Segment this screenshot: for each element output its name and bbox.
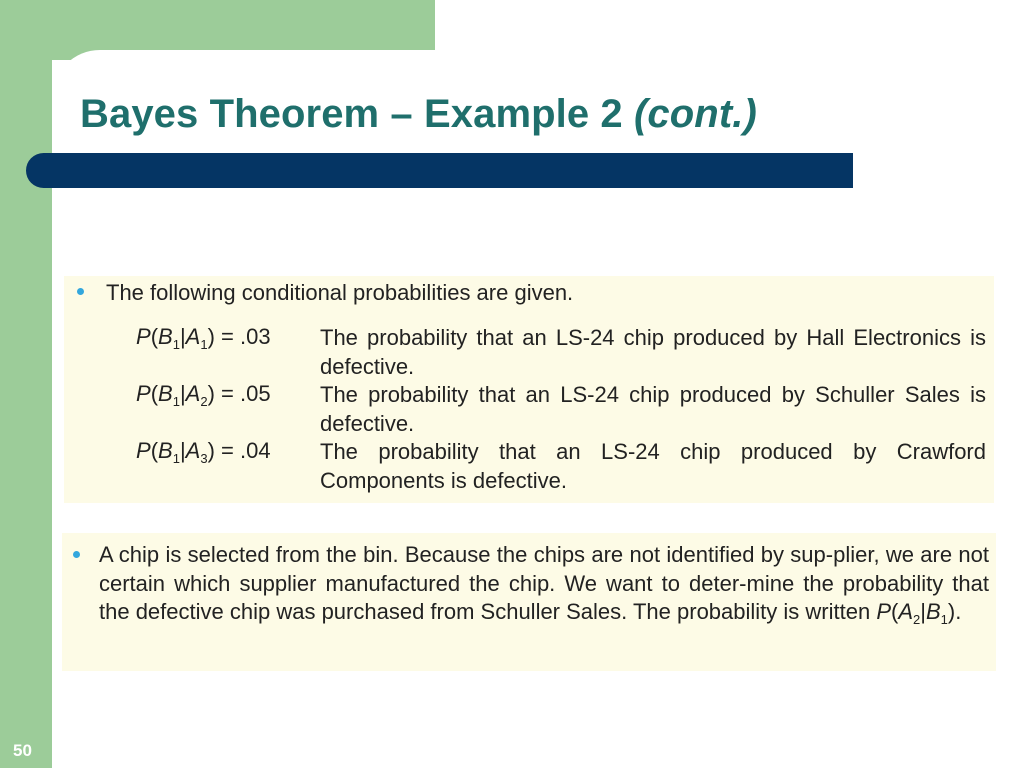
slide-title-main: Bayes Theorem – Example 2 — [80, 92, 623, 136]
slide-title-suffix: (cont.) — [634, 92, 757, 136]
probability-expression: $P(B_1|A_2) = .05$ — [136, 381, 271, 409]
conditional-probabilities-box — [64, 276, 994, 503]
slide-number: 50 — [13, 741, 32, 760]
probability-description: The probability that an LS-24 chip produced by Hall Electronics is defective. — [320, 325, 986, 379]
question-paragraph: A chip is selected from the bin. Because the chips are not identified by sup-plier, we are not certain which supplier manufactured the chip. We want to deter-mine the probability that the defective chip was purchased from Schuller Sales. The probability is written $P(A_2|B_1)$. — [99, 542, 989, 628]
green-left-stripe — [0, 0, 52, 768]
slide-title — [80, 92, 757, 137]
bullet-icon — [73, 551, 80, 558]
bullet-icon — [77, 288, 84, 295]
title-underline-bar — [26, 153, 853, 188]
question-text: A chip is selected from the bin. Because the chips are not identified by sup-plier, we are not certain which supplier manufactured the chip. We want to deter-mine the probability that the defective chip was purchased from Schuller Sales. The probability is written — [99, 542, 989, 625]
probability-description: The probability that an LS-24 chip produced by Crawford Components is defective. — [320, 439, 986, 493]
question-box — [62, 533, 996, 671]
probability-expression: $P(B_1|A_1) = .03$ — [136, 324, 271, 352]
intro-text: The following conditional probabilities are given. — [106, 280, 574, 305]
probability-expression: $P(B_1|A_3) = .04$ — [136, 438, 271, 466]
probability-description: The probability that an LS-24 chip produced by Schuller Sales is defective. — [320, 382, 986, 436]
